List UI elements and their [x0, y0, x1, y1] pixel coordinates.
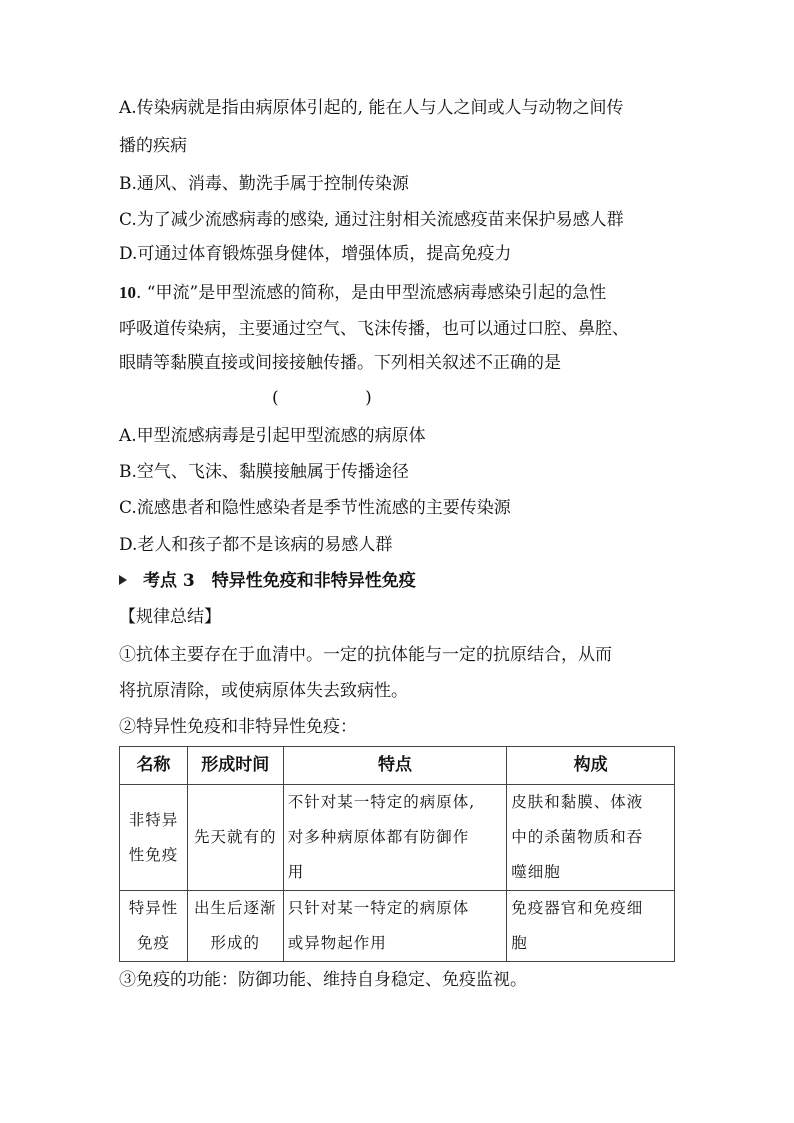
table-header-row: [120, 747, 675, 785]
summary-label: 【规律总结】: [119, 607, 221, 627]
cell-line: 免疫器官和免疫细: [511, 899, 644, 917]
point1-line1: ①抗体主要存在于血清中。一定的抗体能与一定的抗原结合，从而: [119, 645, 612, 665]
q10-option-b: B.空气、飞沫、黏膜接触属于传播途径: [119, 462, 409, 482]
cell-line: 性免疫: [128, 845, 179, 864]
cell-line: 只针对某一特定的病原体: [287, 899, 470, 917]
q9-option-b: B.通风、消毒、勤洗手属于控制传染源: [119, 174, 409, 194]
q10-option-a: A.甲型流感病毒是引起甲型流感的病原体: [119, 426, 426, 446]
table-row: [120, 891, 675, 962]
cell-line: 噬细胞: [511, 863, 561, 881]
q9-option-a-line2: 播的疾病: [119, 136, 187, 156]
cell-line: 免疫: [136, 934, 170, 952]
section-title: 考点 3 特异性免疫和非特异性免疫: [143, 571, 416, 591]
row-feature-cell: [283, 785, 507, 891]
cell-line: 用: [287, 863, 305, 881]
cell-line: 先天就有的: [194, 828, 277, 846]
header-name: 名称: [120, 747, 188, 785]
cell-line: 皮肤和黏膜、体液: [511, 793, 644, 811]
cell-line: 对多种病原体都有防御作: [287, 828, 470, 846]
play-triangle-icon: [119, 575, 127, 585]
row-time-cell: [187, 785, 283, 891]
header-feature: 特点: [283, 747, 507, 785]
q10-stem-line1: [119, 281, 606, 305]
table-row: [120, 785, 675, 891]
cell-line: 非特异: [128, 810, 179, 829]
q10-stem-text: . “甲流”是甲型流感的简称，是由甲型流感病毒感染引起的急性: [136, 283, 607, 303]
cell-line: 不针对某一特定的病原体,: [287, 793, 476, 811]
cell-line: 形成的: [210, 934, 261, 952]
point2: ②特异性免疫和非特异性免疫：: [119, 717, 357, 737]
q9-option-d: D.可通过体育锻炼强身健体，增强体质，提高免疫力: [119, 244, 512, 264]
q9-option-c: C.为了减少流感病毒的感染, 通过注射相关流感疫苗来保护易感人群: [119, 210, 624, 230]
row-name-cell: [120, 785, 188, 891]
header-time: 形成时间: [187, 747, 283, 785]
cell-line: 出生后逐渐: [194, 899, 277, 917]
section-heading: [119, 569, 416, 593]
row-feature-cell: [283, 891, 507, 962]
cell-line: 特异性: [128, 899, 179, 917]
immunity-table: [119, 746, 675, 962]
cell-line: 或异物起作用: [287, 934, 387, 952]
point3: ③免疫的功能：防御功能、维持自身稳定、免疫监视。: [119, 970, 527, 990]
row-name-cell: [120, 891, 188, 962]
row-time-cell: [187, 891, 283, 962]
q10-option-d: D.老人和孩子都不是该病的易感人群: [119, 535, 393, 555]
point1-line2: 将抗原清除，或使病原体失去致病性。: [119, 681, 408, 701]
cell-line: 胞: [511, 934, 528, 952]
q10-number: 10: [119, 283, 136, 302]
cell-line: 中的杀菌物质和吞: [511, 828, 644, 846]
q10-stem-line2: 呼吸道传染病，主要通过空气、飞沫传播，也可以通过口腔、鼻腔、: [119, 319, 629, 339]
row-composition-cell: [507, 785, 675, 891]
row-composition-cell: [507, 891, 675, 962]
q10-stem-line3: 眼睛等黏膜直接或间接接触传播。下列相关叙述不正确的是: [119, 353, 561, 373]
q9-option-a-line1: A.传染病就是指由病原体引起的, 能在人与人之间或人与动物之间传: [119, 98, 624, 118]
header-composition: 构成: [507, 747, 675, 785]
q10-option-c: C.流感患者和隐性感染者是季节性流感的主要传染源: [119, 498, 511, 518]
q10-answer-bracket: ( ): [272, 388, 372, 408]
